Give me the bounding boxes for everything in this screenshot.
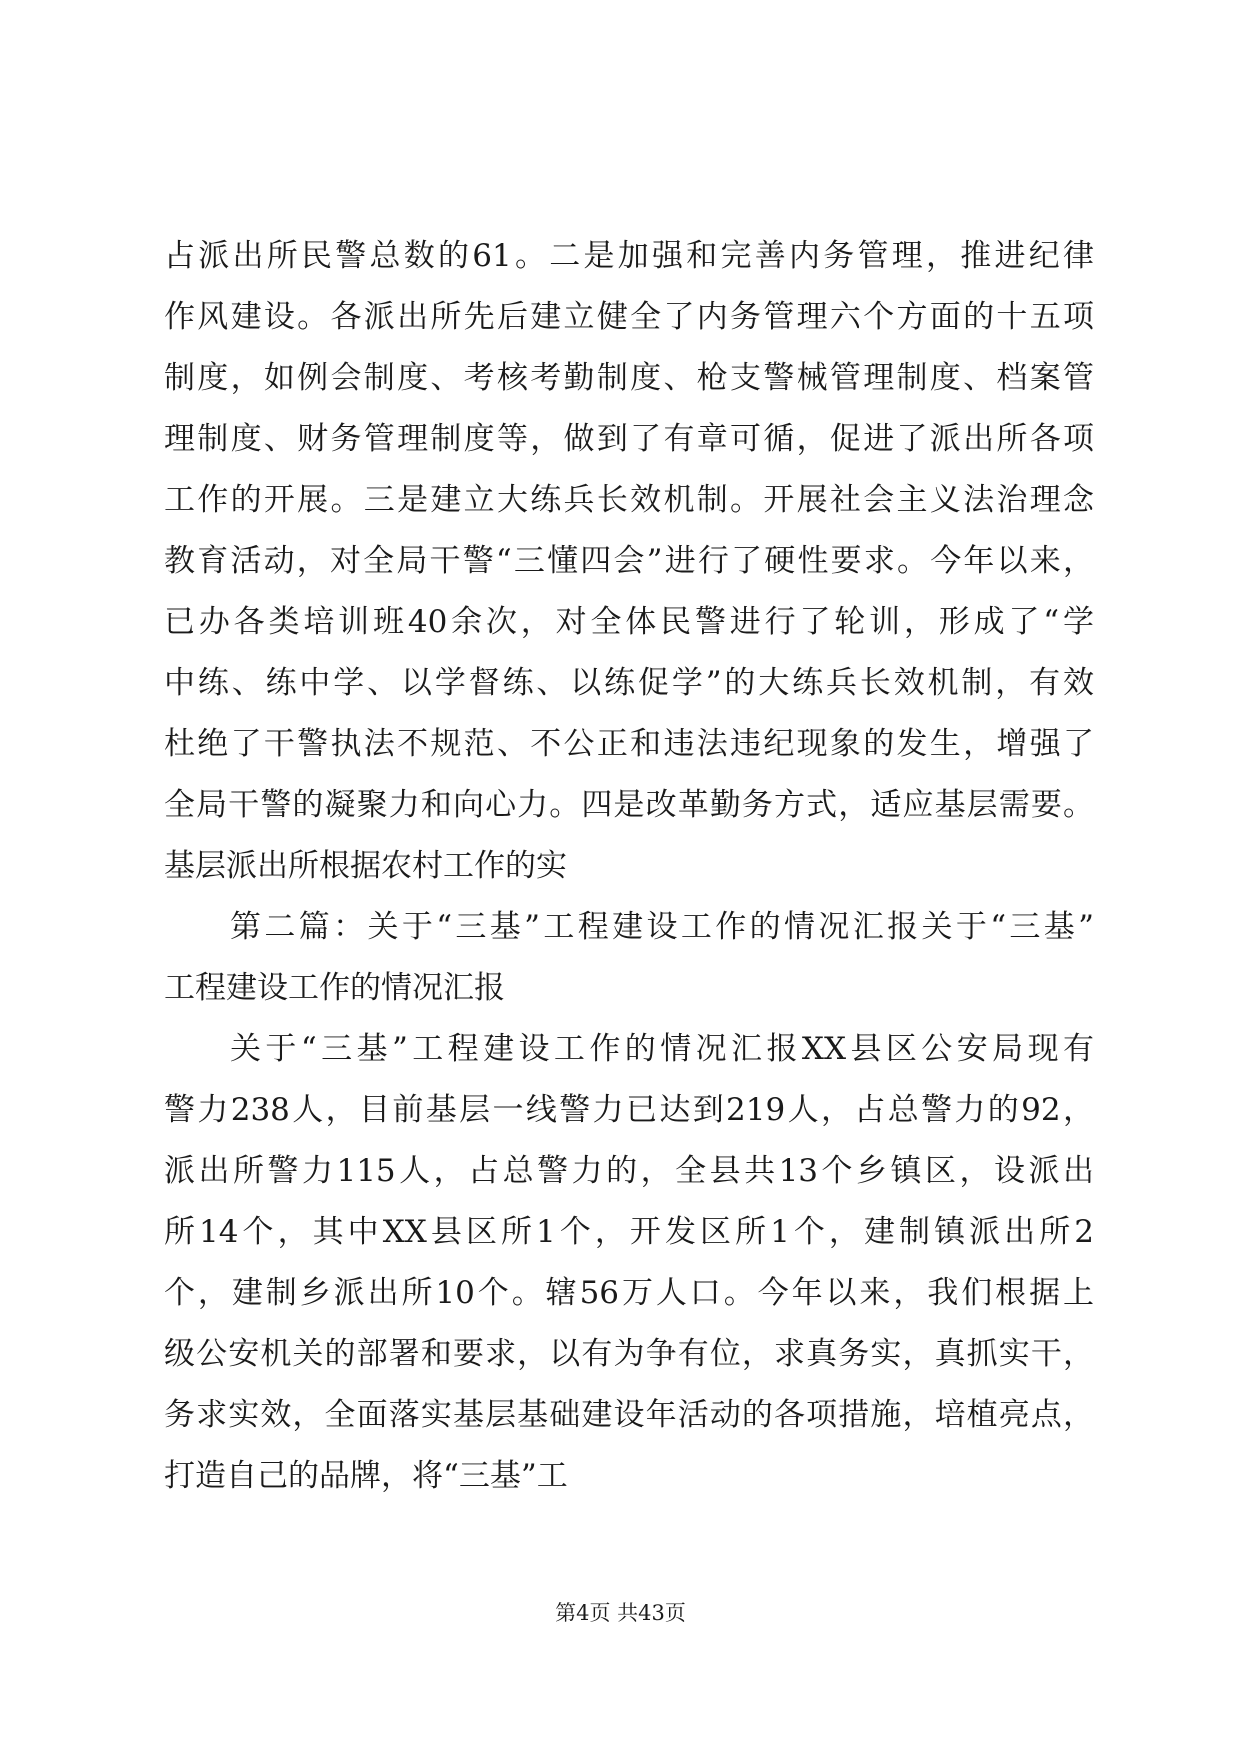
text-line: 警力238人，目前基层一线警力已达到219人，占总警力的92， xyxy=(164,1092,1094,1128)
text-line: 派出所警力115人，占总警力的，全县共13个乡镇区，设派出 xyxy=(164,1153,1094,1189)
text-line: 教育活动，对全局干警“三懂四会”进行了硬性要求。今年以来， xyxy=(164,543,1094,579)
text-line: 关于“三基”工程建设工作的情况汇报XX县区公安局现有 xyxy=(230,1031,1094,1067)
section-heading: 第二篇：关于“三基”工程建设工作的情况汇报关于“三基” xyxy=(230,909,1094,945)
text-line: 个，建制乡派出所10个。辖56万人口。今年以来，我们根据上 xyxy=(164,1275,1094,1311)
text-line: 工作的开展。三是建立大练兵长效机制。开展社会主义法治理念 xyxy=(164,482,1094,518)
text-line: 已办各类培训班40余次，对全体民警进行了轮训，形成了“学 xyxy=(164,604,1094,640)
page-footer: 第4页 共43页 xyxy=(555,1601,686,1625)
text-line: 制度，如例会制度、考核考勤制度、枪支警械管理制度、档案管 xyxy=(164,360,1094,396)
text-line: 杜绝了干警执法不规范、不公正和违法违纪现象的发生，增强了 xyxy=(164,726,1094,762)
text-line: 全局干警的凝聚力和向心力。四是改革勤务方式，适应基层需要。 xyxy=(164,787,1094,823)
text-line: 基层派出所根据农村工作的实 xyxy=(164,848,567,884)
section-heading-continued: 工程建设工作的情况汇报 xyxy=(164,970,505,1006)
text-line: 级公安机关的部署和要求，以有为争有位，求真务实，真抓实干， xyxy=(164,1336,1094,1372)
text-line: 作风建设。各派出所先后建立健全了内务管理六个方面的十五项 xyxy=(164,299,1094,335)
text-line: 理制度、财务管理制度等，做到了有章可循，促进了派出所各项 xyxy=(164,421,1094,457)
text-line: 占派出所民警总数的61。二是加强和完善内务管理，推进纪律 xyxy=(164,238,1094,274)
text-line: 所14个，其中XX县区所1个，开发区所1个，建制镇派出所2 xyxy=(164,1214,1094,1250)
text-line: 打造自己的品牌，将“三基”工 xyxy=(164,1458,568,1494)
document-body xyxy=(164,226,1094,1507)
text-line: 中练、练中学、以学督练、以练促学”的大练兵长效机制，有效 xyxy=(164,665,1094,701)
text-line: 务求实效，全面落实基层基础建设年活动的各项措施，培植亮点， xyxy=(164,1397,1094,1433)
